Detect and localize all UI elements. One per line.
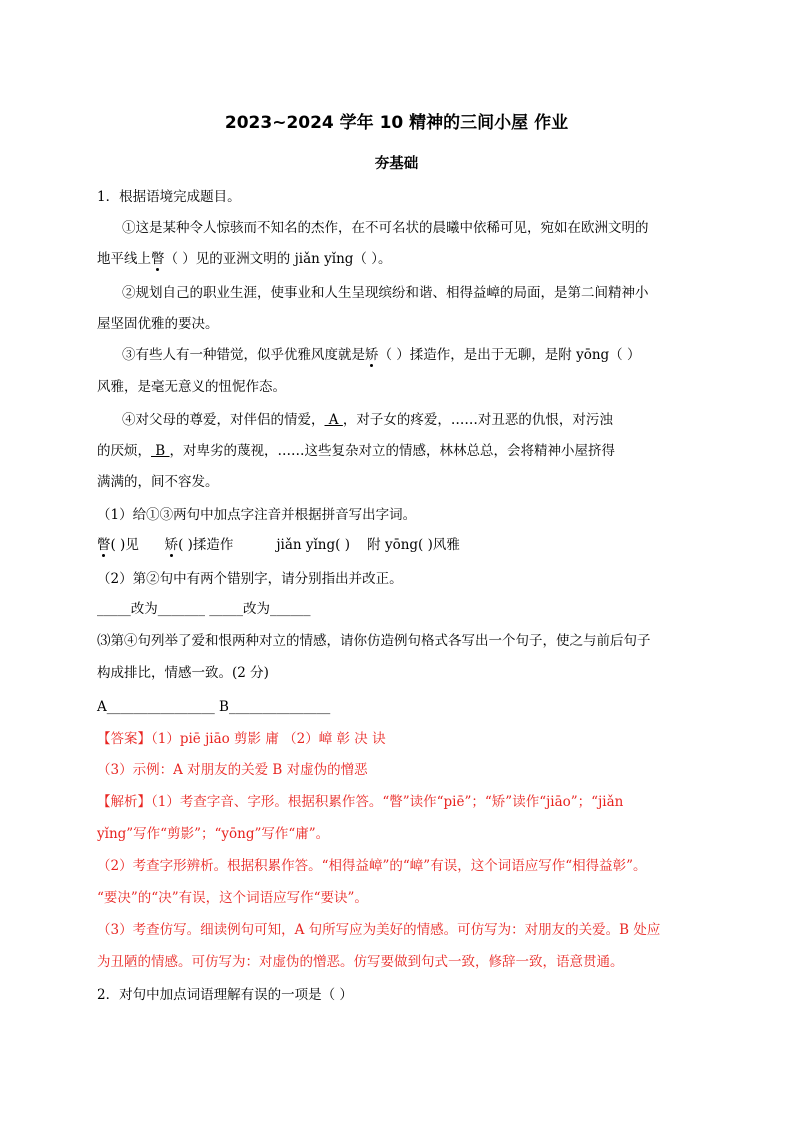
sub-question-3-blanks[interactable]: A________________ B_______________ — [97, 699, 331, 715]
passage-4-line-1 — [122, 411, 732, 429]
blank-field[interactable]: 附 yōng( )风雅 — [367, 537, 460, 553]
analysis-line-6: 为丑陋的情感。可仿写为：对虚伪的憎恶。仿写要做到句式一致，修辞一致，语意贯通。 — [97, 954, 624, 970]
sub-question-3-line-2: 构成排比，情感一致。(2 分) — [97, 665, 269, 681]
analysis-line-2: yǐng”写作“剪影”；“yōng”写作“庸”。 — [97, 826, 330, 842]
passage-4-line-3: 满满的，间不容发。 — [97, 474, 219, 490]
passage-text: （ ）揉造作，是出于无聊，是附 yōng（ ） — [378, 347, 641, 363]
sub-question-2-blanks[interactable]: _____改为_______ _____改为______ — [97, 601, 311, 617]
passage-2-line-2: 屋坚固优雅的要决。 — [97, 316, 219, 332]
analysis-line-1: 【解析】（1）考查字音、字形。根据积累作答。“瞥”读作“piē”；“矫”读作“jiāo”；“jiǎn — [97, 794, 624, 810]
passage-text: ，对卑劣的蔑视，……这些复杂对立的情感，林林总总，会将精神小屋挤得 — [169, 443, 616, 459]
blank-b[interactable]: B — [151, 443, 170, 459]
passage-4-line-2 — [97, 442, 707, 460]
blank-a[interactable]: A — [324, 412, 343, 428]
passage-text: （ ）见的亚洲文明的 jiǎn yǐng（ ）。 — [164, 251, 392, 267]
dotted-character: 瞥 — [151, 251, 165, 267]
passage-text: 地平线上 — [97, 251, 151, 267]
passage-1-line-2 — [97, 250, 707, 268]
passage-text: ④对父母的尊爱，对伴侣的情爱， — [122, 412, 325, 428]
dotted-character: 矫 — [164, 537, 179, 553]
page-title: 2023~2024 学年 10 精神的三间小屋 作业 — [224, 113, 569, 133]
sub-question-1: （1）给①③两句中加点字注音并根据拼音写出字词。 — [97, 507, 417, 523]
question-2-stem: 2．对句中加点词语理解有误的一项是（ ） — [97, 987, 353, 1003]
analysis-line-5: （3）考查仿写。细读例句可知，A 句所写应为美好的情感。可仿写为：对朋友的关爱。B 处应 — [97, 922, 661, 938]
answer-line-1: 【答案】（1）piē jiāo 剪影 庸 （2）嶂 彰 决 诀 — [97, 731, 386, 747]
passage-3-line-1 — [122, 346, 732, 364]
blank-field[interactable]: ( )见 — [110, 537, 139, 553]
answer-line-2: （3）示例：A 对朋友的关爱 B 对虚伪的憎恶 — [97, 762, 368, 778]
dotted-character: 矫 — [365, 347, 379, 363]
passage-3-line-2: 风雅，是毫无意义的忸怩作态。 — [97, 379, 286, 395]
sub-question-3-line-1: ⑶第④句列举了爱和恨两种对立的情感，请你仿造例句格式各写出一个句子，使之与前后句子 — [97, 633, 651, 649]
question-1-stem: 1．根据语境完成题目。 — [97, 189, 241, 205]
sub-question-1-blanks — [97, 536, 707, 554]
dotted-character: 瞥 — [97, 537, 111, 553]
blank-field[interactable]: jiǎn yǐng( ) — [276, 537, 350, 553]
analysis-line-4: “要决”的“决”有误，这个词语应写作“要诀”。 — [97, 890, 368, 906]
blank-field[interactable]: ( )揉造作 — [178, 537, 234, 553]
sub-question-2: （2）第②句中有两个错别字，请分别指出并改正。 — [97, 571, 403, 587]
section-heading: 夯基础 — [374, 156, 419, 172]
analysis-line-3: （2）考查字形辨析。根据积累作答。“相得益嶂”的“嶂”有误，这个词语应写作“相得益彰”。 — [97, 858, 647, 874]
passage-2-line-1: ②规划自己的职业生涯，使事业和人生呈现缤纷和谐、相得益嶂的局面，是第二间精神小 — [122, 285, 649, 301]
passage-1-line-1: ①这是某种令人惊骇而不知名的杰作，在不可名状的晨曦中依稀可见，宛如在欧洲文明的 — [122, 220, 649, 236]
passage-text: 的厌烦， — [97, 443, 151, 459]
passage-text: ，对子女的疼爱，……对丑恶的仇恨，对污浊 — [342, 412, 613, 428]
passage-text: ③有些人有一种错觉，似乎优雅风度就是 — [122, 347, 365, 363]
